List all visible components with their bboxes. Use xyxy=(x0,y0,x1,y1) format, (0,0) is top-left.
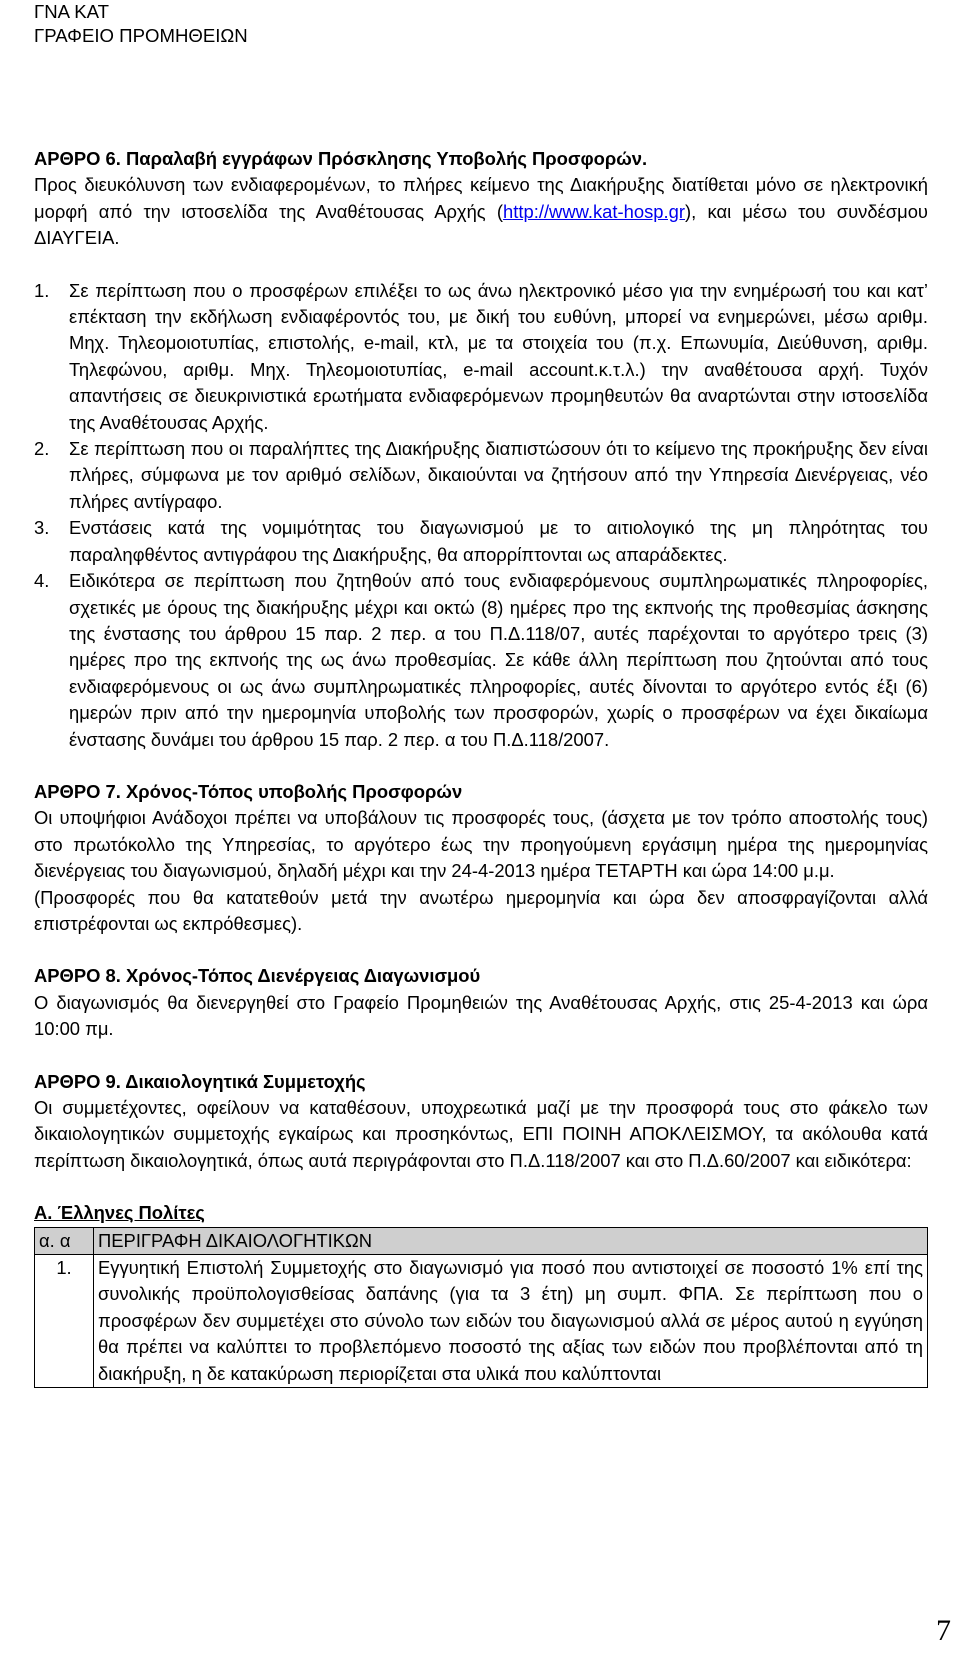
article-6-list xyxy=(34,278,928,753)
article-6-intro xyxy=(34,172,928,251)
article-7 xyxy=(34,779,928,937)
website-link[interactable]: http://www.kat-hosp.gr xyxy=(503,200,685,222)
list-item-text: Σε περίπτωση που ο προσφέρων επιλέξει το ως άνω ηλεκτρονικό μέσο για την ενημέρωσή του και κατ’ επέκταση την εκδήλωση ενδιαφέροντός του, με δική του ευθύνη, μπορεί να ενημερώνει, μέσω αριθμ. Μηχ. Τηλεομοιοτυπίας, επιστολής, e-mail, κτλ, με τα στοιχεία του (π.χ. Επωνυμία, Διεύθυνση, αριθμ. Τηλεφώνου, αριθμ. Μηχ. Τηλεομοιοτυπίας, e-mail account.κ.τ.λ.) την αναθέτουσα αρχή. Τυχόν απαντήσεις σε διευκρινιστικά ερωτήματα ενδιαφερόμενων προμηθευτών θα αναρτώνται στην ιστοσελίδα της Αναθέτουσας Αρχής. xyxy=(69,279,928,433)
requirements-table xyxy=(34,1227,928,1388)
article-6-intro-text-end: ), και μέσω του συνδέσμου ΔΙΑΥΓΕΙΑ. xyxy=(34,200,928,249)
article-6 xyxy=(34,146,928,753)
list-item xyxy=(34,278,928,436)
subsection-heading: Α. Έλληνες Πολίτες xyxy=(34,1202,205,1224)
table-header-row xyxy=(35,1227,928,1254)
header-organization: ΓΝΑ ΚΑΤ xyxy=(34,1,109,22)
list-item-number: 1. xyxy=(34,279,50,301)
article-9-title: ΑΡΘΡΟ 9. Δικαιολογητικά Συμμετοχής xyxy=(34,1070,366,1092)
article-9 xyxy=(34,1069,928,1388)
table-row xyxy=(35,1255,928,1388)
article-7-title: ΑΡΘΡΟ 7. Χρόνος-Τόπος υποβολής Προσφορών xyxy=(34,780,463,802)
article-6-title: ΑΡΘΡΟ 6. Παραλαβή εγγράφων Πρόσκλησης Υποβολής Προσφορών. xyxy=(34,148,648,169)
table-cell-description: Εγγυητική Επιστολή Συμμετοχής στο διαγωνισμό για ποσό που αντιστοιχεί σε ποσοστό 1% επί της συνολικής προϋπολογισθείσας δαπάνης (για τα 3 έτη) μη συμπ. ΦΠΑ. Σε περίπτωση που ο προσφέρων δεν συμμετέχει στο σύνολο των ειδών του διαγωνισμού αλλά σε μέρος αυτού η εγγύηση θα πρέπει να καλύπτει το προβλεπόμενο ποσοστό της αξίας των ειδών που προβλέπονται από τη διακήρυξη, η δε κατακύρωση περιορίζεται στα υλικά που καλύπτονται xyxy=(94,1255,928,1388)
table-cell-number: 1. xyxy=(35,1255,94,1388)
document-header xyxy=(34,0,248,48)
article-6-intro-text: Προς διευκόλυνση των ενδιαφερομένων, το πλήρες κείμενο της Διακήρυξης διατίθεται μόνο σε ηλεκτρονική μορφή από την ιστοσελίδα της Αναθέτουσας Αρχής ( xyxy=(34,174,928,222)
list-item-text: Ειδικότερα σε περίπτωση που ζητηθούν από τους ενδιαφερόμενους συμπληρωματικές πληροφορίες, σχετικές με όρους της διακήρυξης μέχρι και οκτώ (8) ημέρες προ της εκπνοής της προθεσμίας άσκησης της ένστασης του άρθρου 15 παρ. 2 περ. α του Π.Δ.118/07, αυτές παρέχονται το αργότερο τρεις (3) ημέρες προ της εκπνοής της ως άνω προθεσμίας. Σε κάθε άλλη περίπτωση που ζητούνται από τους ενδιαφερόμενους οι ως άνω συμπληρωματικές πληροφορίες, αυτές δίνονται το αργότερο εντός έξι (6) ημερών πριν από την ημερομηνία υποβολής των προσφορών, χωρίς ο προσφέρων να έχει δικαίωμα ένστασης δυνάμει του άρθρου 15 παρ. 2 περ. α του Π.Δ.118/2007. xyxy=(69,570,928,750)
article-8-paragraph: Ο διαγωνισμός θα διενεργηθεί στο Γραφείο Προμηθειών της Αναθέτουσας Αρχής, στις 25-4-2013 και ώρα 10:00 πμ. xyxy=(34,991,928,1040)
article-8 xyxy=(34,963,928,1042)
list-item-text: Ενστάσεις κατά της νομιμότητας του διαγωνισμού με το αιτιολογικό της μη πληρότητας του παραληφθέντος αντιγράφου της Διακήρυξης, θα απορρίπτονται ως απαράδεκτες. xyxy=(69,517,928,565)
article-8-title: ΑΡΘΡΟ 8. Χρόνος-Τόπος Διενέργειας Διαγωνισμού xyxy=(34,965,481,987)
list-item-text: Σε περίπτωση που οι παραλήπτες της Διακήρυξης διαπιστώσουν ότι το κείμενο της προκήρυξης δεν είναι πλήρες, σύμφωνα με τον αριθμό σελίδων, δικαιούνται να ζητήσουν από την Υπηρεσία Διενέργειας, νέο πλήρες αντίγραφο. xyxy=(69,438,928,512)
list-item xyxy=(34,436,928,515)
column-header-description: ΠΕΡΙΓΡΑΦΗ ΔΙΚΑΙΟΛΟΓΗΤΙΚΩΝ xyxy=(94,1227,928,1254)
list-item-number: 3. xyxy=(34,517,50,539)
list-item-number: 2. xyxy=(34,438,50,460)
header-department: ΓΡΑΦΕΙΟ ΠΡΟΜΗΘΕΙΩΝ xyxy=(34,25,248,46)
list-item xyxy=(34,515,928,568)
article-7-note: (Προσφορές που θα κατατεθούν μετά την ανωτέρω ημερομηνία και ώρα δεν αποσφραγίζονται αλλά επιστρέφονται ως εκπρόθεσμες). xyxy=(34,886,928,934)
list-item-number: 4. xyxy=(34,570,50,592)
column-header-number: α. α xyxy=(35,1227,94,1254)
article-7-paragraph: Οι υποψήφιοι Ανάδοχοι πρέπει να υποβάλουν τις προσφορές τους, (άσχετα με τον τρόπο αποστολής τους) στο πρωτόκολλο της Υπηρεσίας, το αργότερο έως την προηγούμενη εργάσιμη ημέρα της ημερομηνίας διενέργειας του διαγωνισμού, δηλαδή μέχρι και την 24-4-2013 ημέρα ΤΕΤΑΡΤΗ και ώρα 14:00 μ.μ. xyxy=(34,807,928,882)
article-9-paragraph: Οι συμμετέχοντες, οφείλουν να καταθέσουν, υποχρεωτικά μαζί με την προσφορά τους στο φάκελο των δικαιολογητικών συμμετοχής εγκαίρως και προσηκόντως, ΕΠΙ ΠΟΙΝΗ ΑΠΟΚΛΕΙΣΜΟΥ, τα ακόλουθα κατά περίπτωση δικαιολογητικά, όπως αυτά περιγράφονται στο Π.Δ.118/2007 και στο Π.Δ.60/2007 και ειδικότερα: xyxy=(34,1097,928,1171)
list-item xyxy=(34,568,928,753)
document-body xyxy=(34,146,928,1388)
page-number: 7 xyxy=(936,1614,951,1647)
